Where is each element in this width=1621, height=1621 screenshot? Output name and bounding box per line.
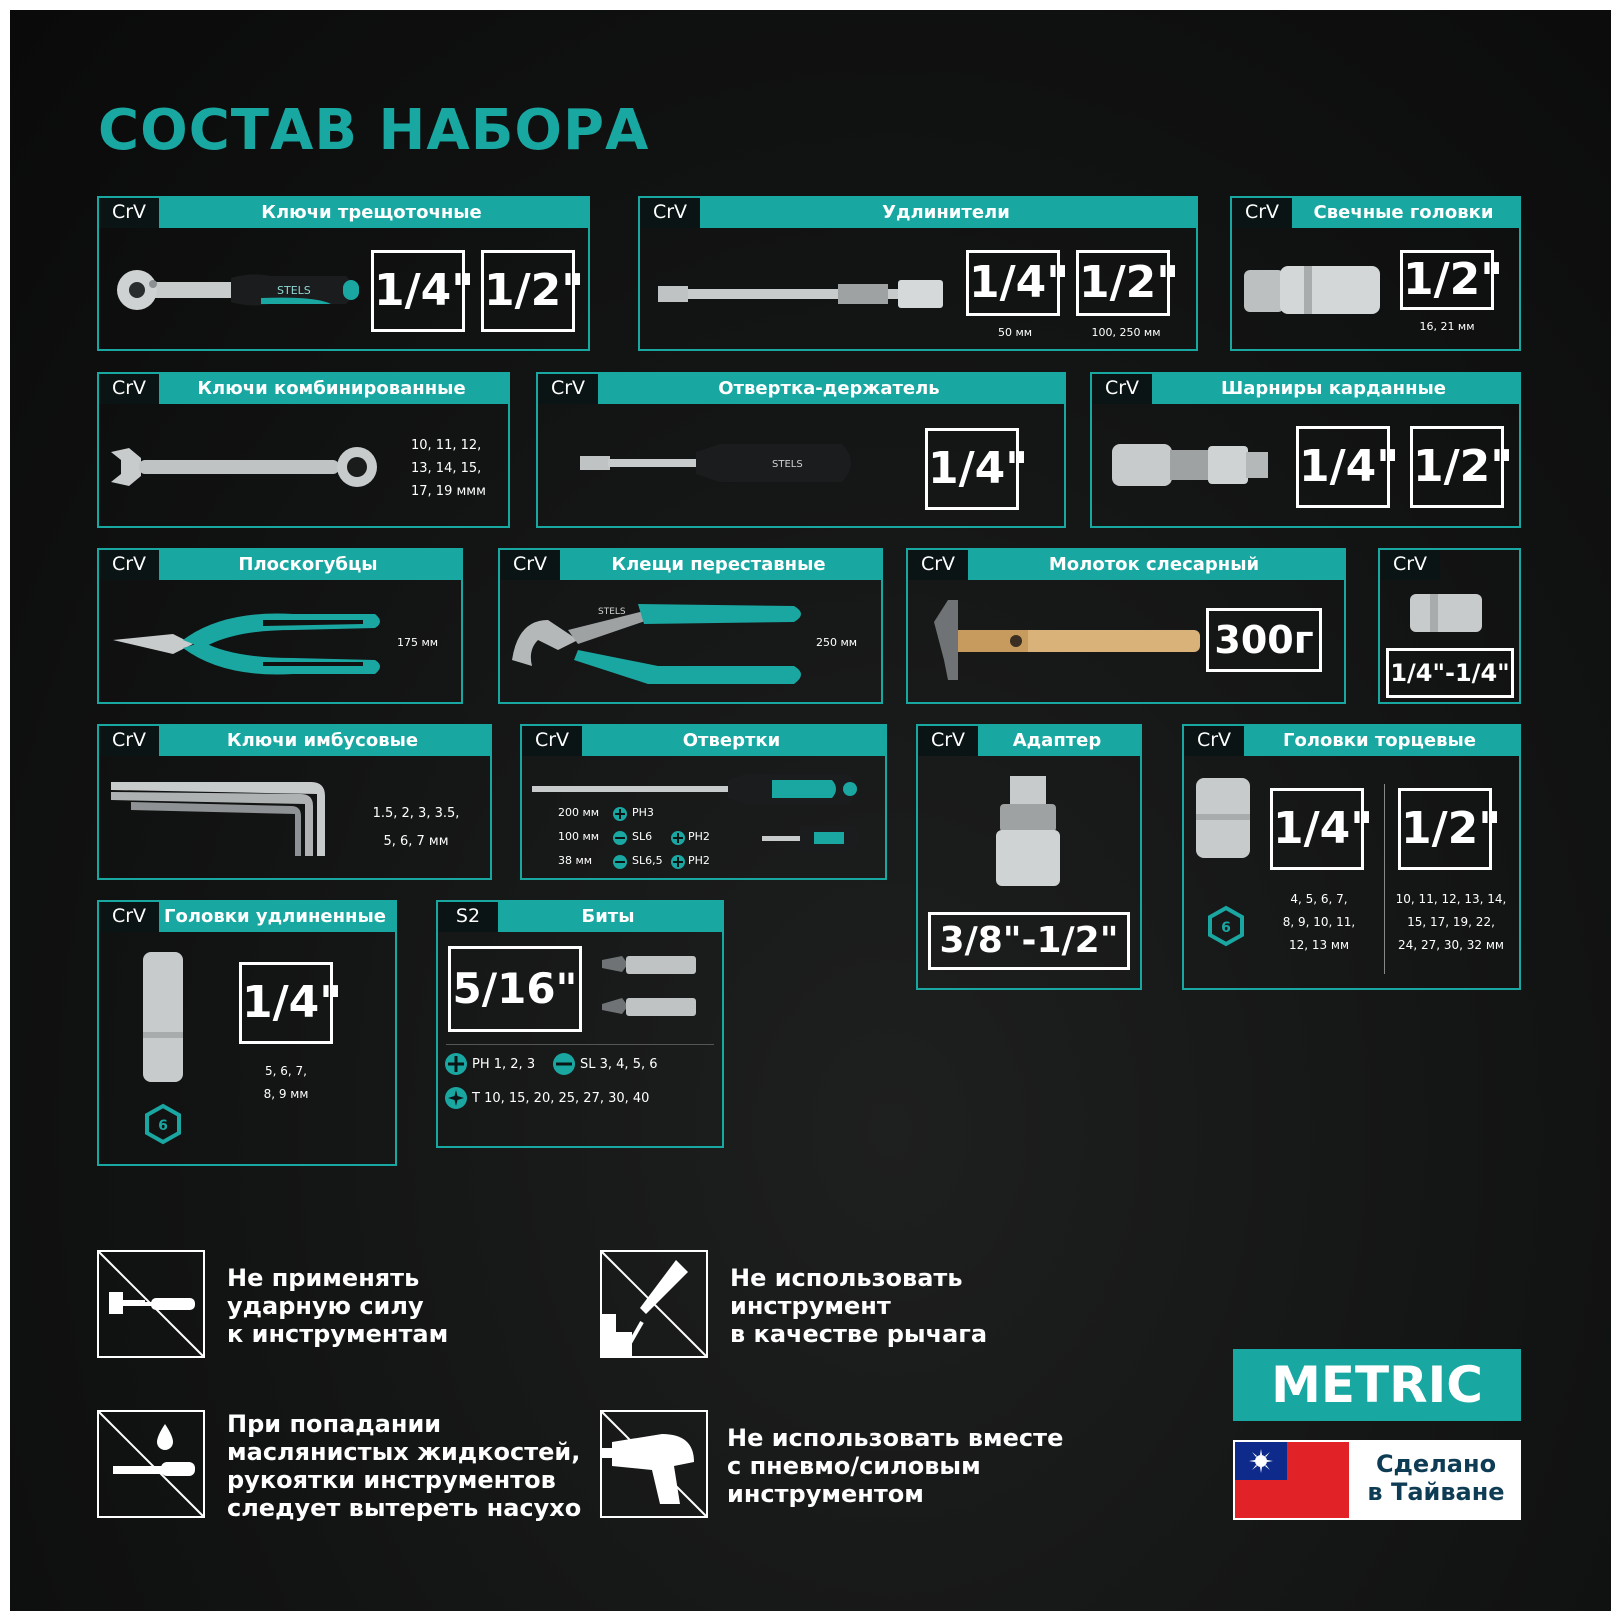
slotted-icon [612,854,628,870]
size-box-1-2: 1/2" [1076,250,1170,316]
panel-title: Удлинители [882,202,1010,223]
warning-no-power-tool [600,1410,708,1518]
adapter-icon [996,776,1062,890]
panel-sockets [1182,724,1521,990]
taiwan-flag-icon [1235,1442,1349,1518]
page-title: СОСТАВ НАБОРА [98,98,650,163]
material-tag: CrV [640,198,700,228]
made-in-text: Сделано в Тайване [1367,1450,1505,1506]
hammer-icon [934,600,1200,680]
hammer-weight-box: 300г [1206,608,1322,672]
svg-text:6: 6 [1221,920,1231,936]
size-box-1-4: 1/4" [966,250,1060,316]
bits-torx-sizes: T 10, 15, 20, 25, 27, 30, 40 [472,1091,650,1106]
ratchet-brand: STELS [277,284,311,297]
size-box-1-2: 1/2" [1410,426,1504,508]
material-tag: CrV [99,550,159,580]
panel-water-pump-pliers [498,548,883,704]
spec-tip-1a: PH3 [632,806,654,819]
size-box-1-4: 1/4" [371,250,465,332]
bits-phillips-sizes: PH 1, 2, 3 [472,1057,536,1072]
warning-text-no-power-tool: Не использовать вместе с пневмо/силовым инструментом [727,1424,1064,1508]
panel-title: Головки удлиненные [164,906,386,927]
spec-tip-3a: SL6,5 [632,854,663,867]
six-point-hex-icon [143,1104,183,1144]
panel-hex-keys [97,724,492,880]
spec-tip-2a: SL6 [632,830,653,843]
spec-tip-3b: PH2 [688,854,710,867]
hex-key-sizes: 1.5, 2, 3, 3.5, 5, 6, 7 мм [372,806,460,849]
spark-plug-socket-icon [1244,262,1382,318]
warning-text-no-hammer: Не применять ударную силу к инструментам [227,1264,449,1348]
water-pump-pliers-length: 250 мм [816,636,858,649]
panel-title: Клещи переставные [611,554,826,575]
adapter-socket-icon [1410,590,1482,636]
panel-title: Ключи трещоточные [261,202,482,223]
phillips-icon [670,854,686,870]
phillips-icon [444,1052,468,1076]
extension-length-1-2: 100, 250 мм [1091,326,1161,339]
material-tag: CrV [500,550,560,580]
no-lever-icon [602,1252,706,1356]
warning-text-oil: При попадании маслянистых жидкостей, рукоятки инструментов следует вытереть насухо [227,1410,582,1522]
waterpump-brand: STELS [598,607,626,617]
deep-socket-sizes: 5, 6, 7, 8, 9 мм [263,1064,309,1101]
panel-title: Отвертки [682,730,781,751]
panel-ratchet [97,196,590,351]
material-tag: CrV [918,726,978,756]
panel-adapter [916,724,1142,990]
panel-title: Плоскогубцы [238,554,378,575]
phillips-icon [670,830,686,846]
spark-socket-sizes: 16, 21 мм [1419,320,1475,333]
size-box-1-4: 1/4" [1296,426,1390,508]
oil-drop-icon [99,1412,203,1516]
size-box-1-2: 1/2" [481,250,575,332]
warning-text-no-lever: Не использовать инструмент в качестве рычага [730,1264,988,1348]
size-box-1-2: 1/2" [1400,250,1494,310]
slotted-icon [612,830,628,846]
panel-screwdriver-holder [536,372,1066,528]
extension-bar-icon [658,276,948,312]
material-tag: CrV [99,198,159,228]
universal-joint-icon [1112,438,1272,492]
panel-title: Шарниры карданные [1220,378,1447,399]
adapter-size-box: 1/4"-1/4" [1386,648,1514,698]
size-box-1-4: 1/4" [239,962,333,1044]
water-pump-pliers-icon [508,590,808,694]
metric-badge: METRIC [1233,1349,1521,1421]
spec-tip-2b: PH2 [688,830,710,843]
svg-text:6: 6 [158,1118,168,1134]
combination-wrench-icon [111,444,379,490]
size-box-1-2: 1/2" [1398,788,1492,870]
no-power-tool-icon [602,1412,706,1516]
bit-size-box: 5/16" [448,946,582,1032]
panel-title: Молоток слесарный [1048,554,1260,575]
made-in-badge [1233,1440,1521,1520]
bits-divider [446,1044,714,1045]
bits-slotted-sizes: SL 3, 4, 5, 6 [580,1057,658,1072]
panel-universal-joints [1090,372,1521,528]
panel-pliers [97,548,463,704]
material-tag: CrV [908,550,968,580]
size-box-1-4: 1/4" [1270,788,1364,870]
panel-combination-wrenches [97,372,510,528]
panel-spark-sockets [1230,196,1521,351]
torx-icon [444,1086,468,1110]
spec-length-2: 100 мм [558,830,600,843]
panel-screwdrivers [520,724,887,880]
material-tag: CrV [99,726,159,756]
material-tag: CrV [1232,198,1292,228]
six-point-hex-icon [1206,906,1246,946]
screwdriver-holder-icon [580,438,860,488]
panel-title: Ключи имбусовые [226,730,419,751]
material-tag: CrV [1380,550,1440,580]
material-tag: CrV [538,374,598,404]
pliers-icon [113,600,385,690]
material-tag: CrV [1092,374,1152,404]
panel-title: Ключи комбинированные [197,378,466,399]
panel-deep-sockets [97,900,397,1166]
holder-brand: STELS [772,459,803,470]
wrench-sizes: 10, 11, 12, 13, 14, 15, 17, 19 ммм [411,438,486,499]
flag-canton [1235,1442,1287,1480]
phillips-icon [612,806,628,822]
ratchet-wrench-icon [111,268,361,312]
sun-icon [1249,1449,1273,1473]
panel-title: Отвертка-держатель [718,378,940,399]
slotted-icon [552,1052,576,1076]
panel-extensions [638,196,1198,351]
spec-length-1: 200 мм [558,806,600,819]
warning-no-hammer [97,1250,205,1358]
adapter-size-box: 3/8"-1/2" [928,912,1130,970]
panel-title: Головки торцевые [1283,730,1476,751]
pliers-length: 175 мм [397,636,439,649]
panel-adapter-1-4 [1378,548,1521,704]
socket-icon [1196,778,1250,858]
panel-title: Свечные головки [1313,202,1494,223]
bits-icon [602,954,698,1024]
material-tag: CrV [99,902,159,932]
panel-title: Адаптер [1012,730,1102,751]
socket-sizes-1-4: 4, 5, 6, 7, 8, 9, 10, 11, 12, 13 мм [1282,892,1356,952]
deep-socket-icon [143,952,183,1082]
panel-bits [436,900,724,1148]
warning-no-lever [600,1250,708,1358]
material-tag: S2 [438,902,498,932]
panel-title: Биты [581,906,635,927]
material-tag: CrV [1184,726,1244,756]
spec-length-3: 38 мм [558,854,593,867]
warning-oil [97,1410,205,1518]
socket-sizes-1-2: 10, 11, 12, 13, 14, 15, 17, 19, 22, 24, 27, 30, 32 мм [1395,892,1507,952]
extension-length-1-4: 50 мм [997,326,1033,339]
background-frame [10,10,1611,1611]
hex-keys-icon [111,780,329,860]
no-hammer-icon [99,1252,203,1356]
material-tag: CrV [522,726,582,756]
material-tag: CrV [99,374,159,404]
panel-hammer [906,548,1346,704]
size-box-1-4: 1/4" [925,428,1019,510]
